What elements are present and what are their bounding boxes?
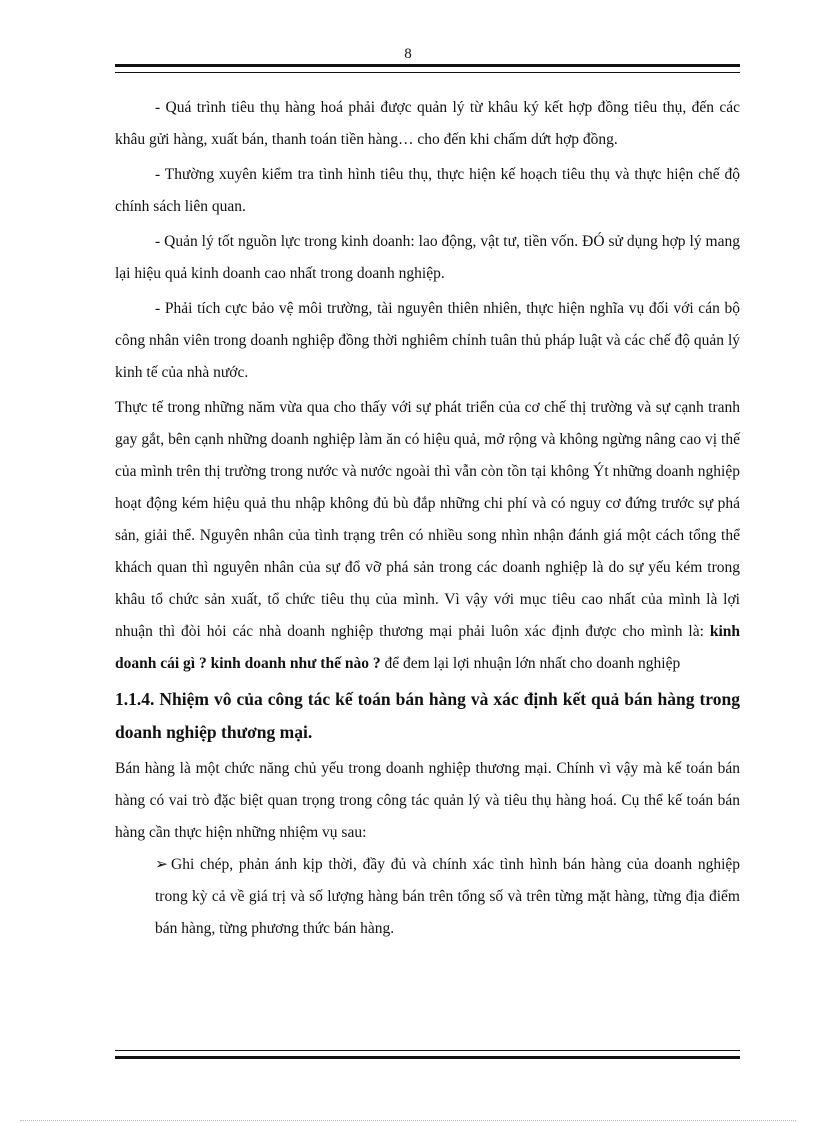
header-rule [115, 64, 740, 73]
paragraph-5-bold: kinh doanh cái gì ? kinh doanh như thế nào ? [115, 623, 740, 672]
paragraph-1: - Quá trình tiêu thụ hàng hoá phải được quản lý từ khâu ký kết hợp đồng tiêu thụ, đến các khâu gửi hàng, xuất bán, thanh toán tiền hàng… cho đến khi chấm dứt hợp đồng. [115, 99, 740, 148]
arrow-bullet-icon: ➢ [155, 856, 168, 873]
paragraph-5 [115, 392, 740, 680]
section-heading: 1.1.4. Nhiệm vô của công tác kế toán bán hàng và xác định kết quả bán hàng trong doanh nghiệp thương mại. [115, 689, 740, 742]
page-edge-dots [20, 1120, 796, 1121]
paragraph-4: - Phải tích cực bảo vệ môi trường, tài nguyên thiên nhiên, thực hiện nghĩa vụ đối với cán bộ công nhân viên trong doanh nghiệp đồng thời nghiêm chỉnh tuân thủ pháp luật và các chế độ quản lý kinh tế của nhà nước. [115, 300, 740, 381]
document-body [115, 92, 740, 945]
paragraph-2: - Thường xuyên kiểm tra tình hình tiêu thụ, thực hiện kế hoạch tiêu thụ và thực hiện chế độ chính sách liên quan. [115, 166, 740, 215]
paragraph-5-start: Thực tế trong những năm vừa qua cho thấy với sự phát triển của cơ chế thị trường và sự cạnh tranh gay gắt, bên cạnh những doanh nghiệp làm ăn có hiệu quả, mở rộng và không ngừng nâng cao vị thế của mình trên thị trường trong nước và nước ngoài thì vẫn còn tồn tại không Ýt những doanh nghiệp hoạt động kém hiệu quả thu nhập không đủ bù đắp những chi phí và có nguy cơ đứng trước sự phá sản, giải thể. Nguyên nhân của tình trạng trên có nhiều song nhìn nhận đánh giá một cách tổng thể khách quan thì nguyên nhân của sự đổ vỡ phá sản trong các doanh nghiệp là do sự yếu kém trong khâu tổ chức sản xuất, tổ chức tiêu thụ của mình. Vì vậy với mục tiêu cao nhất của mình là lợi nhuận thì đòi hỏi các nhà doanh nghiệp thương mại phải luôn xác định được cho mình là: [115, 399, 740, 640]
page-number: 8 [404, 46, 412, 62]
bullet-text [155, 849, 740, 945]
bullet-item-1 [115, 849, 740, 945]
paragraph-5-end: để đem lại lợi nhuận lớn nhất cho doanh nghiệp [380, 655, 681, 672]
paragraph-6: Bán hàng là một chức năng chủ yếu trong doanh nghiệp thương mại. Chính vì vậy mà kế toán bán hàng có vai trò đặc biệt quan trọng trong công tác quản lý và tiêu thụ hàng hoá. Cụ thể kế toán bán hàng cần thực hiện những nhiệm vụ sau: [115, 760, 740, 841]
bullet-1-text: Ghi chép, phản ánh kịp thời, đầy đủ và chính xác tình hình bán hàng của doanh nghiệp trong kỳ cả về giá trị và số lượng hàng bán trên tổng số và trên từng mặt hàng, từng địa điểm bán hàng, từng phương thức bán hàng. [155, 856, 740, 937]
footer-rule [115, 1050, 740, 1059]
paragraph-3: - Quản lý tốt nguồn lực trong kinh doanh: lao động, vật tư, tiền vốn. ĐÓ sử dụng hợp lý mang lại hiệu quả kinh doanh cao nhất trong doanh nghiệp. [115, 233, 740, 282]
